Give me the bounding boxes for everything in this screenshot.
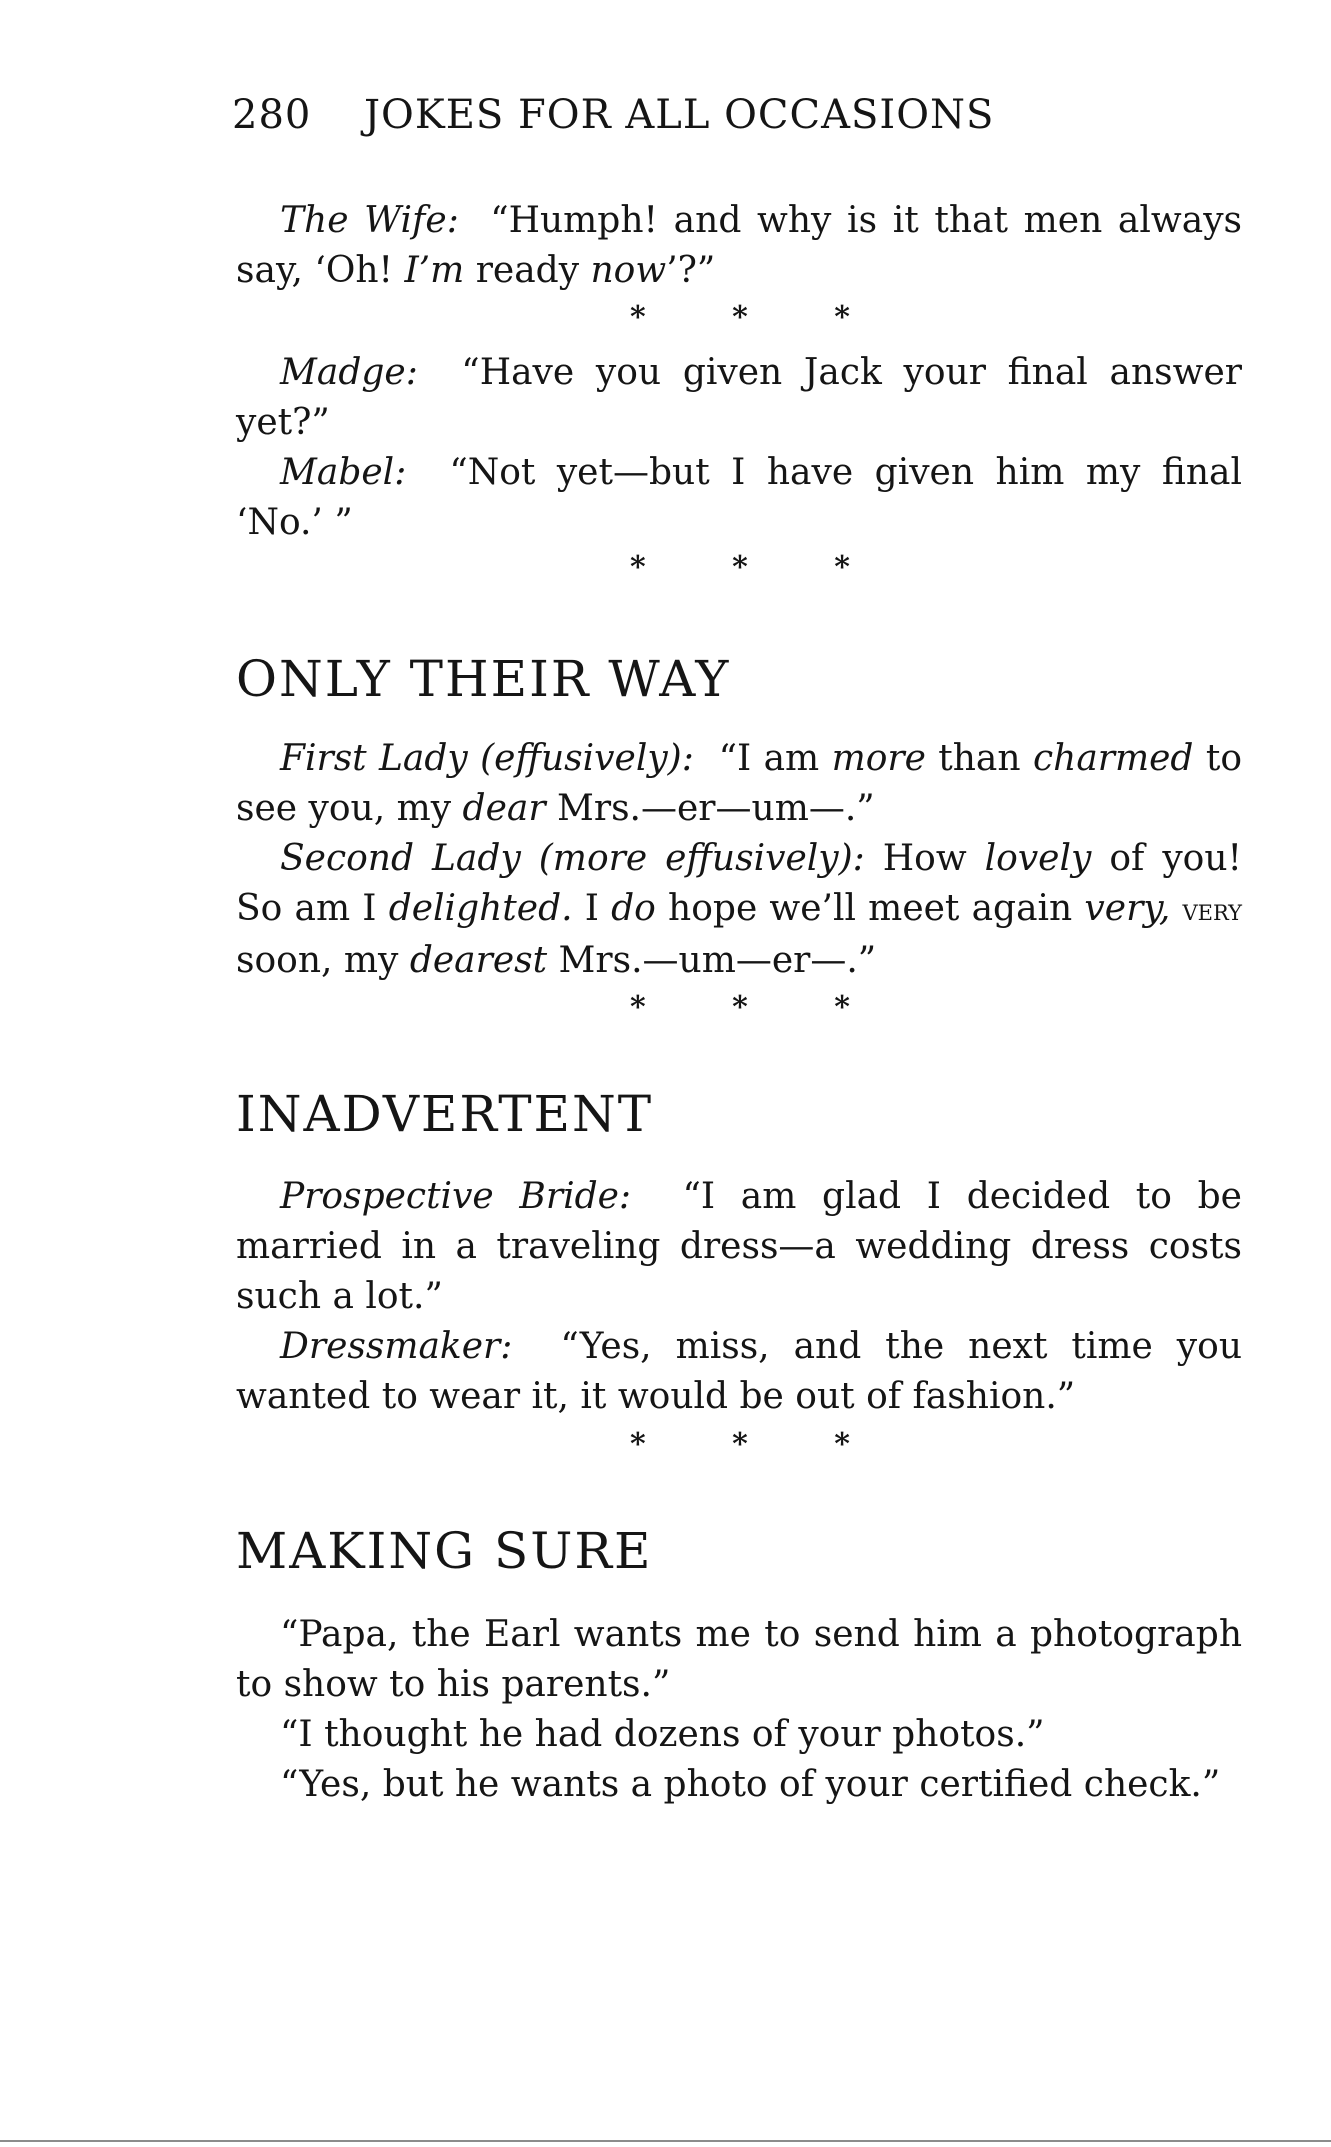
section-separator: * * * [630,300,850,335]
page-bottom-rule [0,2140,1331,2142]
first-lady-paragraph: First Lady (effusively): “I am more than charmed to see you, my dear Mrs.—er—um—.” [236,738,1242,829]
section-separator: * * * [630,1427,850,1462]
second-lady-paragraph: Second Lady (more effusively): How lovely of you! So am I delighted. I do hope we’ll meet again very, very soon, my dearest Mrs.—um—er—.” [236,838,1242,981]
dialogue-line: “Yes, but he wants a photo of your certified check.” [280,1764,1221,1805]
bride-paragraph: Prospective Bride: “I am glad I decided to be married in a traveling dress—a wedding dress costs such a lot.” [236,1176,1242,1317]
speaker-label: The Wife: [280,200,459,241]
section-separator: * * * [630,550,850,585]
section-title: ONLY THEIR WAY [236,650,731,708]
page-number: 280 [232,92,312,138]
speaker-label: First Lady (effusively): [280,738,694,779]
dialogue-line: “I thought he had dozens of your photos.” [280,1714,1045,1755]
inadvertent-text [236,1172,1242,1422]
speaker-label: Prospective Bride: [280,1176,632,1217]
madge-paragraph: Madge: “Have you given Jack your final answer yet?” [236,352,1242,443]
intro-dialogue [236,196,1242,296]
section-separator: * * * [630,990,850,1025]
dialogue-line: “Papa, the Earl wants me to send him a photograph to show to his parents.” [236,1614,1242,1705]
section-title: INADVERTENT [236,1085,654,1143]
wife-paragraph: The Wife: “Humph! and why is it that men always say, ‘Oh! I’m ready now’?” [236,200,1243,291]
making-sure-text [236,1610,1242,1810]
running-header [232,92,1052,138]
speaker-label: Madge: [280,352,418,393]
running-title: JOKES FOR ALL OCCASIONS [364,92,995,138]
dressmaker-paragraph: Dressmaker: “Yes, miss, and the next time you wanted to wear it, it would be out of fashion.” [236,1326,1243,1417]
speaker-label: Dressmaker: [280,1326,513,1367]
section-title: MAKING SURE [236,1522,653,1580]
only-their-way-text [236,734,1242,986]
speaker-label: Mabel: [280,452,407,493]
mabel-paragraph: Mabel: “Not yet—but I have given him my final ‘No.’ ” [236,452,1242,543]
madge-mabel-dialogue [236,348,1242,548]
speaker-label: Second Lady (more effusively): [280,838,865,879]
